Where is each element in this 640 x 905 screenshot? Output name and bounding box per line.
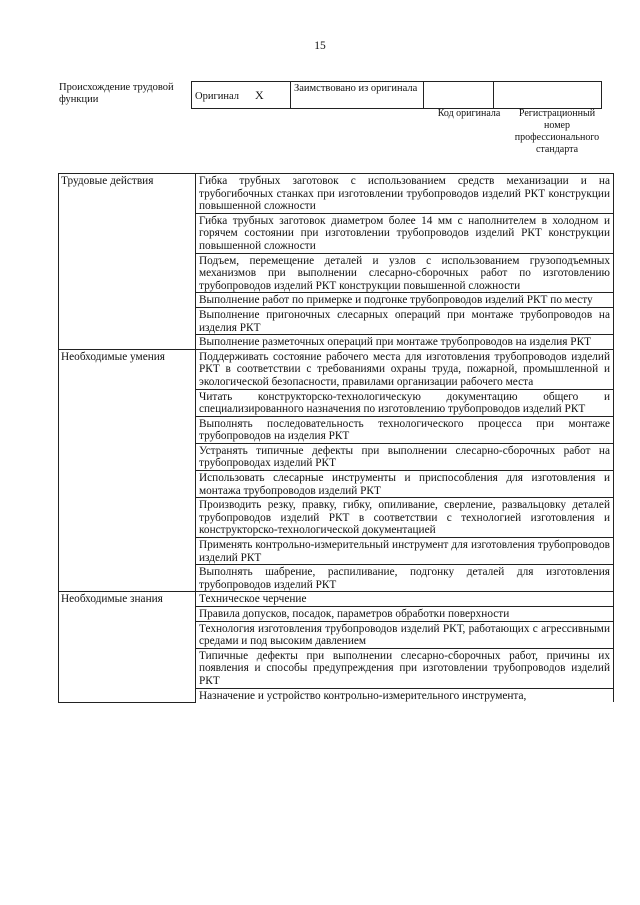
page-number: 15 <box>314 40 326 52</box>
section-item: Типичные дефекты при выполнении слесарно-сборочных работ, причины их появления и способы предупреждения при изготовлении трубопроводов изделий РКТ <box>196 648 614 688</box>
section-item: Выполнять шабрение, распиливание, подгонку деталей для изготовления трубопроводов изделий РКТ <box>196 565 614 592</box>
section-title: Необходимые умения <box>59 349 196 592</box>
section-item: Подъем, перемещение деталей и узлов с использованием грузоподъемных механизмов при выполнении слесарно-сборочных работ по изготовлению трубопроводов изделий РКТ конструкции повышенной сложности <box>196 253 614 293</box>
registration-caption: Регистрационный номер профессионального стандарта <box>514 108 600 155</box>
origin-table <box>191 81 602 109</box>
table-row <box>59 349 614 389</box>
section-item: Использовать слесарные инструменты и приспособления для изготовления и монтажа трубопроводов изделий РКТ <box>196 471 614 498</box>
borrowed-cell: Заимствовано из оригинала <box>291 82 424 109</box>
section-item: Читать конструкторско-технологическую документацию общего и специализированного назначения по изготовлению трубопроводов изделий РКТ <box>196 389 614 416</box>
section-item: Применять контрольно-измерительный инструмент для изготовления трубопроводов изделий РКТ <box>196 538 614 565</box>
origin-label: Происхождение трудовой функции <box>59 82 174 105</box>
section-item: Правила допусков, посадок, параметров обработки поверхности <box>196 607 614 622</box>
original-cell <box>192 82 291 109</box>
section-item: Техническое черчение <box>196 592 614 607</box>
section-item: Поддерживать состояние рабочего места для изготовления трубопроводов изделий РКТ в соответствии с требованиями охраны труда, пожарной, промышленной и экологической безопасности, правилами организации рабочего места <box>196 349 614 389</box>
code-cell <box>424 82 494 109</box>
section-item: Назначение и устройство контрольно-измерительного инструмента, <box>196 688 614 702</box>
table-row <box>59 174 614 214</box>
function-table-body <box>59 174 614 703</box>
section-item: Гибка трубных заготовок с использованием средств механизации и на трубогибочных станках при изготовлении трубопроводов изделий РКТ конструкции повышенной сложности <box>196 174 614 214</box>
section-title: Трудовые действия <box>59 174 196 350</box>
original-mark: X <box>255 87 264 102</box>
code-caption: Код оригинала <box>437 108 501 119</box>
section-title: Необходимые знания <box>59 592 196 702</box>
section-item: Производить резку, правку, гибку, опиливание, сверление, развальцовку деталей трубопроводов изделий РКТ в соответствии с технологией изготовления и конструкторско-технологической документацией <box>196 498 614 538</box>
section-item: Гибка трубных заготовок диаметром более 14 мм с наполнителем в холодном и горячем состоянии при изготовлении трубопроводов изделий РКТ конструкции повышенной сложности <box>196 213 614 253</box>
section-item: Выполнение пригоночных слесарных операций при монтаже трубопроводов на изделия РКТ <box>196 307 614 334</box>
function-table <box>58 173 614 703</box>
original-label: Оригинал <box>195 90 239 102</box>
registration-cell <box>494 82 602 109</box>
table-row <box>59 592 614 607</box>
section-item: Устранять типичные дефекты при выполнении слесарно-сборочных работ на трубопроводах изделий РКТ <box>196 443 614 470</box>
section-item: Технология изготовления трубопроводов изделий РКТ, работающих с агрессивными средами и под высоким давлением <box>196 621 614 648</box>
section-item: Выполнение разметочных операций при монтаже трубопроводов на изделия РКТ <box>196 335 614 350</box>
section-item: Выполнять последовательность технологического процесса при монтаже трубопроводов на изделия РКТ <box>196 416 614 443</box>
section-item: Выполнение работ по примерке и подгонке трубопроводов изделий РКТ по месту <box>196 293 614 308</box>
